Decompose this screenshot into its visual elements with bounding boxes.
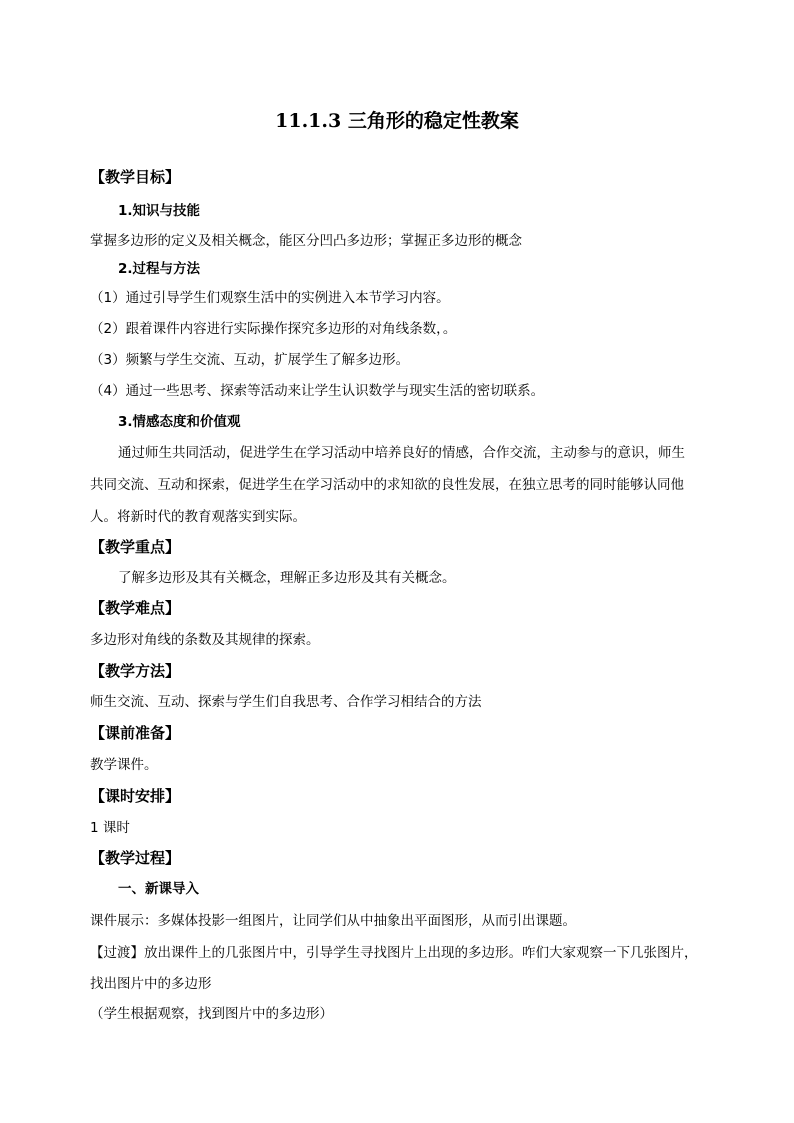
section-heading-preparation: 【课前准备】 [90,724,181,742]
paragraph-line: 了解多边形及其有关概念，理解正多边形及其有关概念。 [118,570,456,586]
section-heading-difficulties: 【教学难点】 [90,599,181,617]
paragraph-line: 教学课件。 [90,757,158,773]
subheading-knowledge-skills: 1.知识与技能 [118,203,201,219]
paragraph-line: 【过渡】放出课件上的几张图片中，引导学生寻找图片上出现的多边形。咋们大家观察一下几张图片， [90,945,698,961]
paragraph-line: 人。将新时代的教育观落实到实际。 [90,509,306,525]
document-title: 11.1.3 三角形的稳定性教案 [275,110,519,132]
paragraph-line: （学生根据观察，找到图片中的多边形） [90,1006,333,1022]
subheading-new-lesson-intro: 一、新课导入 [118,881,199,897]
paragraph-line: 找出图片中的多边形 [90,976,212,992]
paragraph-line: 1 课时 [90,820,130,836]
paragraph-line: 多边形对角线的条数及其规律的探索。 [90,632,320,648]
paragraph-line: （3）频繁与学生交流、互动，扩展学生了解多边形。 [90,352,410,368]
paragraph-line: 共同交流、互动和探索，促进学生在学习活动中的求知欲的良性发展，在独立思考的同时能够认同他 [90,477,684,493]
paragraph-line: （4）通过一些思考、探索等活动来让学生认识数学与现实生活的密切联系。 [90,383,545,399]
paragraph-line: （2）跟着课件内容进行实际操作探究多边形的对角线条数，。 [90,321,457,337]
section-heading-schedule: 【课时安排】 [90,787,181,805]
section-heading-objectives: 【教学目标】 [90,168,181,186]
paragraph-line: 师生交流、互动、探索与学生们自我思考、合作学习相结合的方法 [90,694,482,710]
paragraph-line: 掌握多边形的定义及相关概念，能区分凹凸多边形；掌握正多边形的概念 [90,233,522,249]
section-heading-process: 【教学过程】 [90,849,181,867]
section-heading-methods: 【教学方法】 [90,662,181,680]
section-heading-key-points: 【教学重点】 [90,538,181,556]
paragraph-line: 通过师生共同活动，促进学生在学习活动中培养良好的情感，合作交流，主动参与的意识，师生 [118,445,685,461]
paragraph-line: 课件展示：多媒体投影一组图片，让同学们从中抽象出平面图形，从而引出课题。 [90,913,576,929]
paragraph-line: （1）通过引导学生们观察生活中的实例进入本节学习内容。 [90,290,450,306]
subheading-attitude-values: 3.情感态度和价值观 [118,414,241,430]
subheading-process-method: 2.过程与方法 [118,261,201,277]
